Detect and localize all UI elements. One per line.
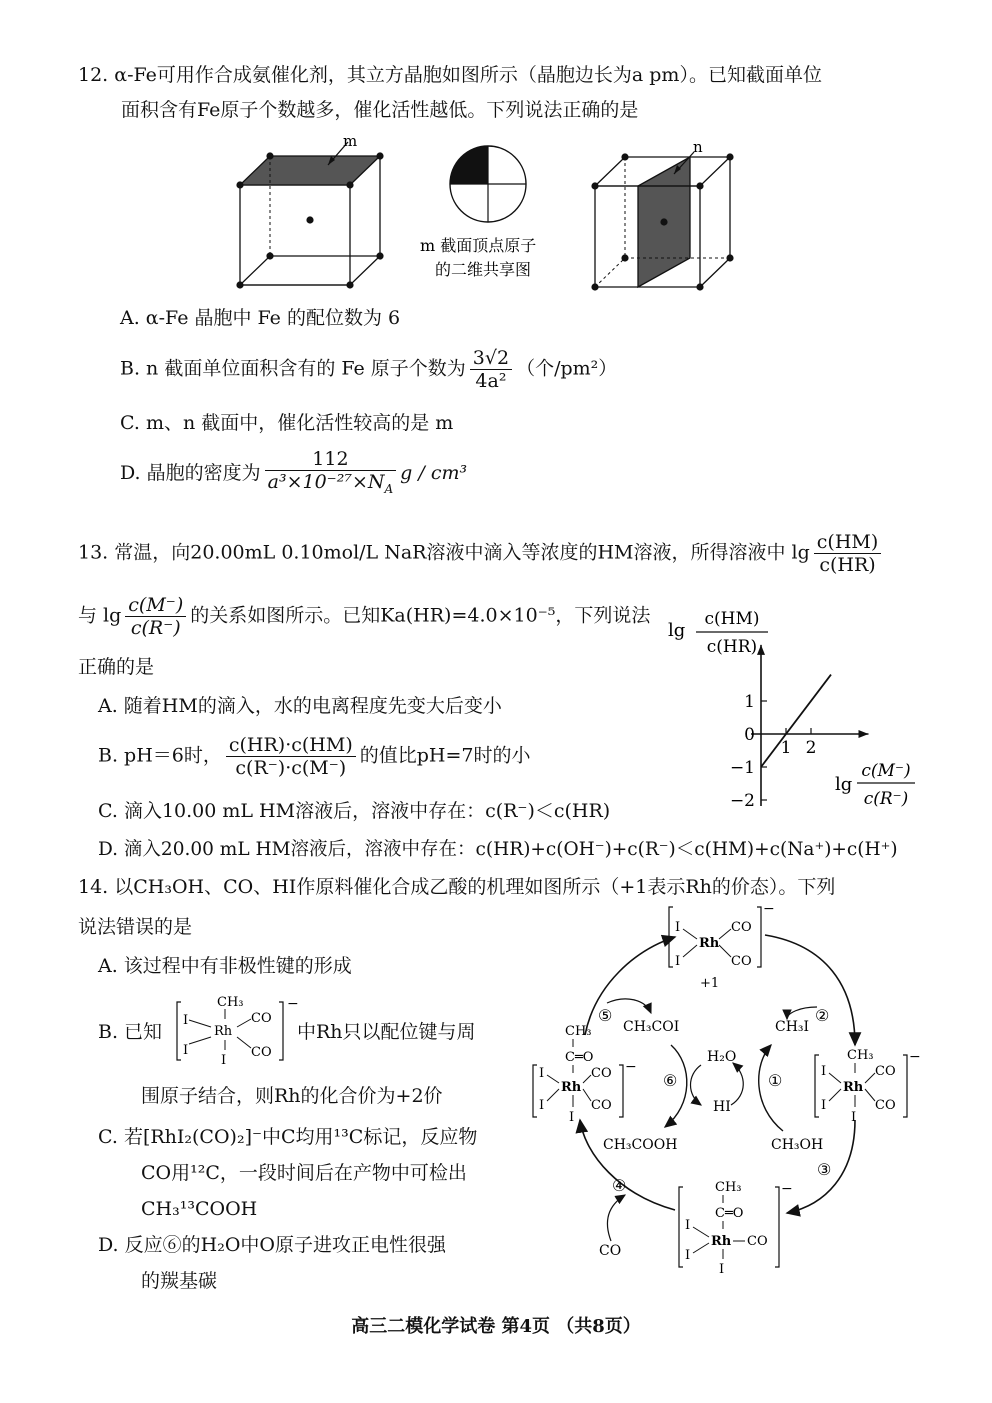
avogadro-subscript: A [384,481,394,496]
iodide-ligand: I [183,1043,189,1058]
fraction-denominator [265,471,397,500]
q12-option-a: A. α-Fe 晶胞中 Fe 的配位数为 6 [120,307,401,329]
acetic-acid-species: CH₃COOH [603,1137,678,1153]
y-axis-arrow [757,645,765,655]
x-tick-label: 1 [780,738,792,758]
oxidation-state-label: +1 [700,976,720,991]
q13-option-c: C. 滴入10.00 mL HM溶液后，溶液中存在：c(R⁻)＜c(HR) [98,800,611,822]
y-tick-label: 1 [744,692,755,712]
iodide-ligand: I [675,954,681,969]
methanol-species: CH₃OH [771,1137,824,1153]
complex-acyl-rh-co [679,1180,793,1277]
q12-option-b-fraction [470,347,512,392]
q14-option-c-line3: CH₃¹³COOH [141,1198,258,1220]
sharing-circle-figure [420,146,536,279]
rhodium-center: Rh [561,1080,582,1095]
q12-option-c: C. m、n 截面中，催化活性较高的是 m [120,412,454,434]
page-footer: 高三二模化学试卷 第4页 （共8页） [351,1316,641,1337]
cube-n-figure [591,138,733,291]
q14-stem-line1: 14. 以CH₃OH、CO、HI作原料催化合成乙酸的机理如图所示（+1表示Rh的价态）。下列 [78,876,836,898]
carbonyl-ligand: CO [875,1098,896,1113]
y-axis-label-denominator: c(HR) [706,637,758,657]
q14-option-b-complex [175,992,299,1072]
step-6-label: ⑥ [663,1071,678,1090]
q12-option-d-fraction [265,448,397,500]
step-3-label: ③ [817,1160,832,1179]
complex-rhI2co2 [669,901,775,991]
q13-stem-fraction-m-r [125,594,186,639]
x-axis-label-numerator: c(M⁻) [861,761,911,781]
rhodium-center: Rh [843,1080,864,1095]
caption-line2: 的二维共享图 [435,260,532,279]
q12-option-d [120,448,467,500]
fraction-denominator: c(HR) [819,554,876,576]
q12-option-d-prefix: D. 晶胞的密度为 [120,461,261,484]
iodide-ligand: I [821,1098,827,1113]
q13-chart [660,600,920,815]
iodide-ligand: I [685,1218,691,1233]
charge-sign: − [909,1049,921,1065]
q13-stem-line3: 正确的是 [78,656,155,678]
q13-stem-line2-suffix: 的关系如图所示。已知Ka(HR)=4.0×10⁻⁵，下列说法 [190,604,651,627]
methyl-group: CH₃ [565,1024,592,1039]
q13-stem-line2 [78,594,650,639]
q12-stem-line2: 面积含有Fe原子个数越多，催化活性越低。下列说法正确的是 [121,99,639,121]
carbonyl-ligand: CO [251,1011,272,1026]
fraction-denominator: c(R⁻) [130,617,181,639]
q13-stem-line1 [78,531,885,576]
co-reactant: CO [599,1243,622,1259]
q12-option-d-unit: g / cm³ [400,461,468,484]
rhodium-center: Rh [214,1024,233,1039]
x-axis-label-denominator: c(R⁻) [863,789,909,809]
fraction-numerator: 3√2 [470,347,512,370]
q13-stem-fraction-hm-hr [814,531,882,576]
step-5-label: ⑤ [598,1006,613,1025]
water-species: H₂O [707,1049,737,1065]
iodide-ligand: I [569,1110,575,1125]
carbonyl-ligand: CO [747,1234,768,1249]
ch3coi-species: CH₃COI [623,1019,680,1035]
ch3i-species: CH₃I [775,1019,810,1035]
iodide-ligand: I [183,1013,189,1028]
density-denominator-text: a³×10⁻²⁷×N [267,471,385,493]
y-tick-label: −2 [729,791,755,811]
fraction-numerator: 112 [265,448,397,471]
step-4-label: ④ [612,1176,627,1195]
iodide-ligand: I [851,1110,857,1125]
methyl-ligand: CH₃ [217,995,244,1010]
q14-option-c-line2: CO用¹²C，一段时间后在产物中可检出 [141,1162,467,1184]
iodide-ligand: I [821,1064,827,1079]
acyl-carbonyl: C═O [565,1050,594,1065]
fraction-numerator: c(HM) [814,531,882,554]
q14-option-b-suffix: 中Rh只以配位键与周 [297,1021,476,1043]
q14-option-d-line2: 的羰基碳 [141,1270,218,1292]
fraction-numerator: c(HR)·c(HM) [226,734,356,757]
q13-stem-line2-prefix: 与 lg [78,604,122,627]
rhodium-center: Rh [699,936,720,951]
methyl-group: CH₃ [715,1180,742,1195]
q13-option-b-prefix: B. pH＝6时， [98,744,222,767]
y-tick-label: −1 [729,758,755,778]
carbonyl-ligand: CO [731,920,752,935]
y-tick-label: 0 [744,725,755,745]
q12-option-b-unit: （个/pm²） [516,357,618,380]
q14-option-d-line1: D. 反应⑥的H₂O中O原子进攻正电性很强 [98,1234,446,1256]
carbonyl-ligand: CO [251,1045,272,1060]
q13-option-b-fraction [226,734,356,779]
label-m: m [343,132,358,150]
fraction-denominator: c(R⁻)·c(M⁻) [235,757,347,779]
charge-sign: − [763,901,775,917]
iodide-ligand: I [685,1248,691,1263]
q14-stem-line2: 说法错误的是 [78,916,193,938]
label-n: n [693,138,703,156]
charge-sign: − [781,1181,793,1197]
iodide-ligand: I [719,1262,725,1277]
methyl-ligand: CH₃ [847,1048,874,1063]
series-line [761,675,831,767]
fraction-numerator: c(M⁻) [125,594,186,617]
caption-line1: m 截面顶点原子 [420,236,537,255]
cube-m-figure [236,132,383,289]
charge-sign: − [287,996,299,1012]
rhodium-center: Rh [711,1234,732,1249]
x-tick-label: 2 [805,738,817,758]
q12-crystal-figures [230,130,760,295]
q14-option-a: A. 该过程中有非极性键的形成 [98,955,352,977]
acyl-carbonyl: C═O [715,1206,744,1221]
y-axis-label-prefix: lg [668,620,686,641]
q14-option-c-line1: C. 若[RhI₂(CO)₂]⁻中C均用¹³C标记，反应物 [98,1126,478,1148]
step-2-label: ② [815,1006,830,1025]
x-axis-arrow [859,730,869,738]
q14-option-b-prefix: B. 已知 [98,1021,163,1043]
carbonyl-ligand: CO [591,1098,612,1113]
complex-ch3-rh-i3-co2 [815,1048,921,1125]
q13-option-a: A. 随着HM的滴入，水的电离程度先变大后变小 [98,695,502,717]
x-axis-label-prefix: lg [835,774,853,795]
fraction-denominator: 4a² [475,370,507,392]
q12-stem-line1: 12. α-Fe可用作合成氨催化剂，其立方晶胞如图所示（晶胞边长为a pm）。已知截面单位 [78,64,822,86]
step-1-label: ① [768,1071,783,1090]
charge-sign: − [625,1059,637,1075]
hi-species: HI [713,1099,731,1115]
iodide-ligand: I [221,1053,227,1068]
q13-stem-line1-text: 13. 常温，向20.00mL 0.10mol/L NaR溶液中滴入等浓度的HM溶液，所得溶液中 lg [78,541,810,564]
iodide-ligand: I [675,920,681,935]
q12-option-b [120,347,617,392]
chart-series [761,675,831,767]
q13-option-b-suffix: 的值比pH=7时的小 [359,744,531,767]
carbonyl-ligand: CO [875,1064,896,1079]
y-axis-label-numerator: c(HM) [704,609,760,629]
q12-option-b-prefix: B. n 截面单位面积含有的 Fe 原子个数为 [120,357,466,380]
iodide-ligand: I [539,1066,545,1081]
q14-option-b-line2: 围原子结合，则Rh的化合价为+2价 [141,1085,443,1107]
carbonyl-ligand: CO [731,954,752,969]
carbonyl-ligand: CO [591,1066,612,1081]
complex-acyl-rh-i3-co2 [533,1024,637,1125]
q13-option-d: D. 滴入20.00 mL HM溶液后，溶液中存在：c(HR)+c(OH⁻)+c(R⁻)＜c(HM)+c(Na⁺)+c(H⁺) [98,839,898,860]
iodide-ligand: I [539,1098,545,1113]
q13-option-b [98,734,531,779]
q14-mechanism-diagram [525,895,945,1295]
